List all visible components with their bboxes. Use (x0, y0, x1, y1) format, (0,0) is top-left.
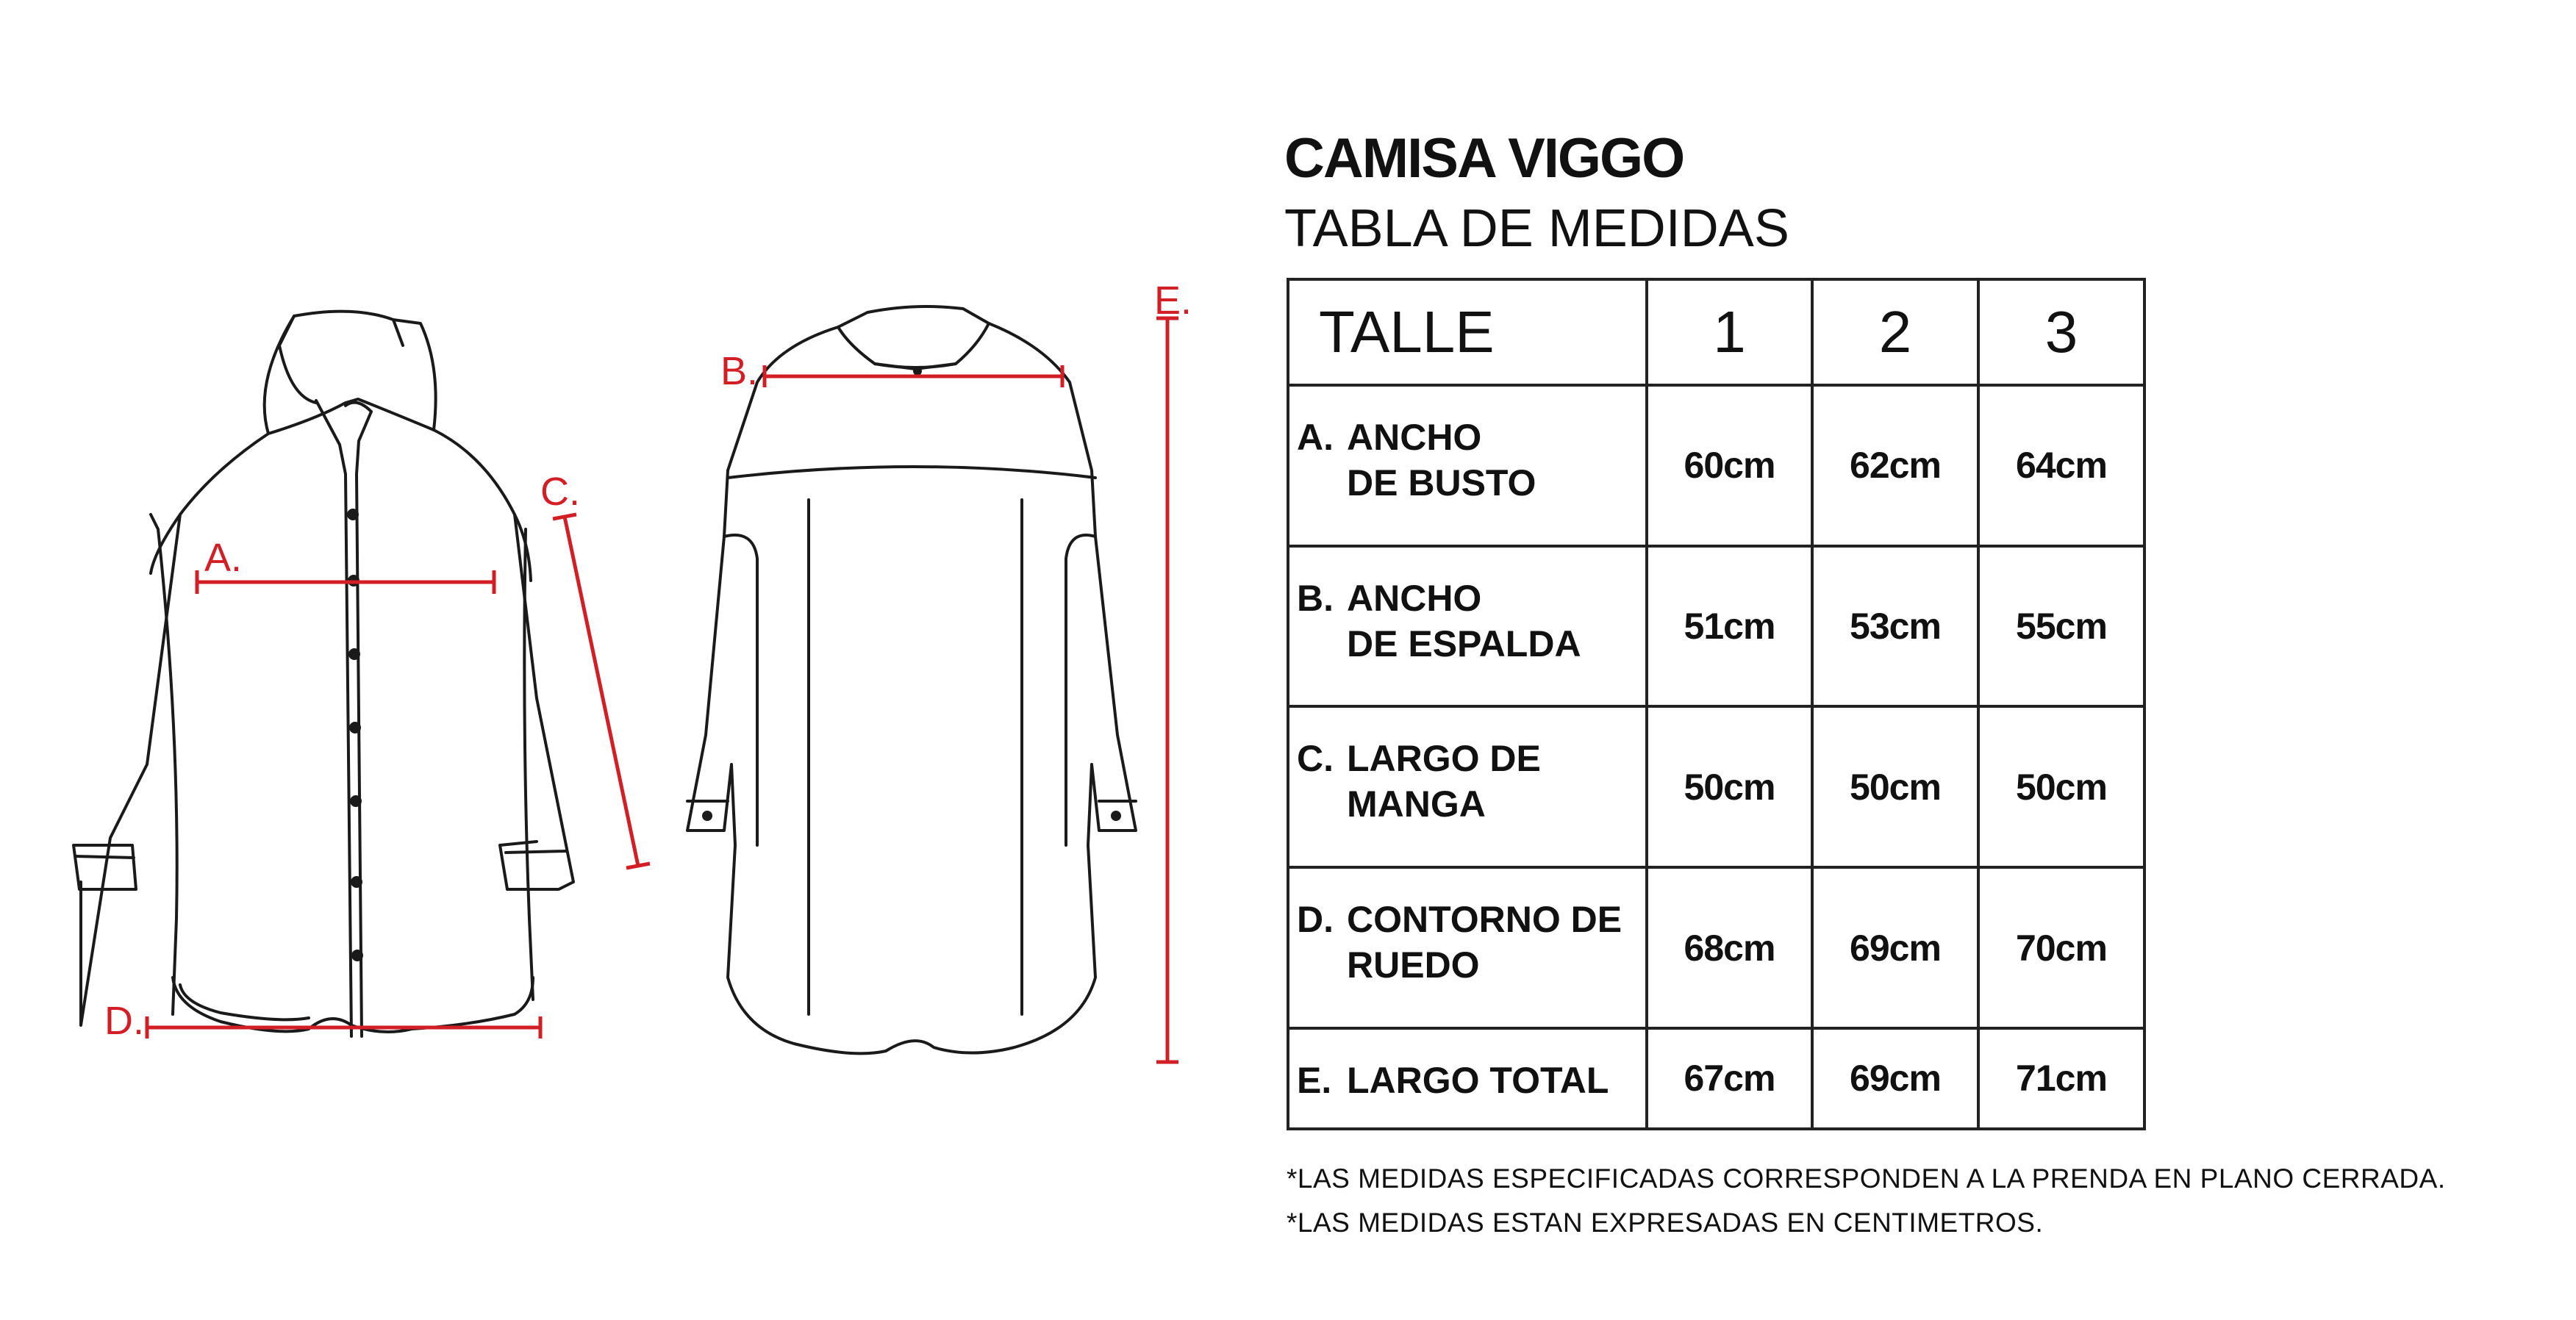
footnote-1: *LAS MEDIDAS ESPECIFICADAS CORRESPONDEN A LA PRENDA EN PLANO CERRADA. (1287, 1163, 2446, 1194)
table-cell: 53cm (1812, 546, 1978, 707)
row-code: E. (1297, 1059, 1332, 1101)
row-label-line2: RUEDO (1347, 944, 1480, 986)
size-header-2: 2 (1812, 279, 1978, 385)
table-cell: 62cm (1812, 385, 1978, 546)
row-code: B. (1297, 577, 1334, 619)
table-cell: 70cm (1978, 867, 2144, 1028)
size-header-3: 3 (1978, 279, 2144, 385)
table-cell: 71cm (1978, 1028, 2144, 1129)
measure-label-b: B. (720, 349, 759, 393)
row-label (1288, 546, 1647, 707)
table-row (1288, 385, 2144, 546)
measure-line-c (565, 517, 638, 866)
size-table-header (1288, 279, 2144, 385)
measurement-lines (147, 318, 1178, 1062)
footnote-2: *LAS MEDIDAS ESTAN EXPRESADAS EN CENTIMETROS. (1287, 1208, 2044, 1238)
row-label (1288, 867, 1647, 1028)
table-cell: 50cm (1812, 706, 1978, 867)
table-row (1288, 706, 2144, 867)
table-cell: 69cm (1812, 867, 1978, 1028)
row-label (1288, 385, 1647, 546)
table-row (1288, 546, 2144, 707)
row-label (1288, 706, 1647, 867)
row-code: C. (1297, 738, 1334, 780)
table-cell: 50cm (1978, 706, 2144, 867)
table-cell: 67cm (1647, 1028, 1812, 1129)
shirt-back-sketch (687, 306, 1136, 1053)
table-cell: 55cm (1978, 546, 2144, 707)
size-header-1: 1 (1647, 279, 1812, 385)
table-cell: 50cm (1647, 706, 1812, 867)
row-label-line1: ANCHO (1347, 577, 1482, 619)
row-label-line2: DE ESPALDA (1347, 623, 1581, 664)
table-cell: 64cm (1978, 385, 2144, 546)
measure-label-a: A. (204, 536, 243, 580)
measure-label-c: C. (540, 470, 580, 514)
row-label-line2: DE BUSTO (1347, 462, 1536, 503)
table-row (1288, 1028, 2144, 1129)
row-label-line2: MANGA (1347, 783, 1486, 825)
shirt-front-sketch (74, 312, 573, 1036)
table-subtitle: TABLA DE MEDIDAS (1284, 199, 1789, 258)
measure-label-d: D. (104, 999, 144, 1043)
row-label-line1: LARGO TOTAL (1347, 1059, 1609, 1101)
size-header-label: TALLE (1288, 279, 1647, 385)
row-label (1288, 1028, 1647, 1129)
product-title: CAMISA VIGGO (1284, 127, 1684, 190)
row-label-line1: LARGO DE (1347, 738, 1541, 780)
table-cell: 51cm (1647, 546, 1812, 707)
size-table (1287, 278, 2146, 1130)
table-cell: 69cm (1812, 1028, 1978, 1129)
measure-label-e: E. (1154, 279, 1192, 323)
row-code: A. (1297, 417, 1334, 458)
row-code: D. (1297, 899, 1334, 941)
table-row (1288, 867, 2144, 1028)
table-cell: 68cm (1647, 867, 1812, 1028)
row-label-line1: CONTORNO DE (1347, 899, 1622, 941)
table-cell: 60cm (1647, 385, 1812, 546)
row-label-line1: ANCHO (1347, 417, 1482, 458)
